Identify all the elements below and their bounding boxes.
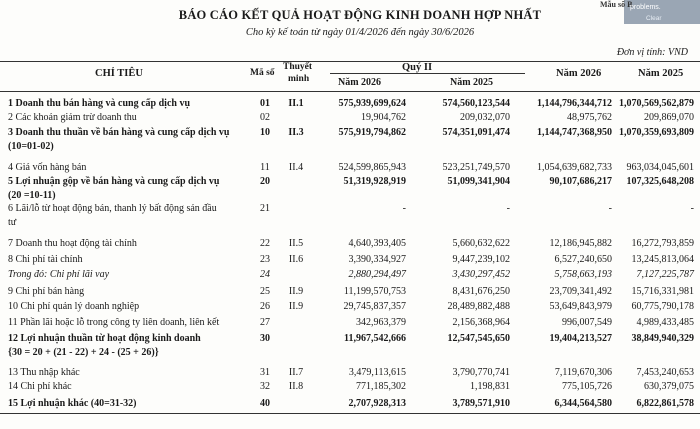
report-title: BÁO CÁO KẾT QUẢ HOẠT ĐỘNG KINH DOANH HỢP NHẤT	[178, 8, 542, 22]
table-row	[0, 317, 700, 331]
quarter-2025-value: 12,547,545,650	[447, 333, 510, 344]
currency-unit: Đơn vị tính: VND	[616, 47, 688, 58]
row-code: 22	[260, 238, 270, 249]
table-row	[0, 176, 700, 201]
row-note: II.3	[288, 127, 304, 138]
ytd-2026-value: 5,758,663,193	[554, 269, 612, 280]
ytd-2025-value: 209,869,070	[644, 112, 694, 123]
quarter-2026-value: 2,707,928,313	[348, 398, 406, 409]
quarter-2026-value: 3,479,113,615	[348, 367, 406, 378]
ytd-2025-value: 13,245,813,064	[631, 254, 694, 265]
row-label: 6 Lãi/lỗ từ hoạt động bán, thanh lý bất động sản đầu	[8, 203, 217, 214]
table-row	[0, 127, 700, 152]
table-row	[0, 98, 700, 112]
row-note: II.7	[288, 367, 304, 378]
ytd-2026-value: -	[608, 203, 612, 214]
row-code: 26	[260, 301, 270, 312]
row-sublabel: {30 = 20 + (21 - 22) + 24 - (25 + 26)}	[8, 347, 159, 358]
ytd-2026-value: 90,107,686,217	[549, 176, 612, 187]
row-note: II.4	[288, 162, 304, 173]
row-note: II.8	[288, 381, 304, 392]
ytd-2026-value: 6,527,240,650	[554, 254, 612, 265]
notification-overlay	[600, 0, 700, 24]
quarter-2025-value: 209,032,070	[460, 112, 510, 123]
row-label: 8 Chi phí tài chính	[8, 254, 83, 265]
ytd-2025-value: 4,989,433,485	[636, 317, 694, 328]
table-bottom-rule	[0, 413, 700, 414]
ytd-2025-value: 6,822,861,578	[636, 398, 694, 409]
row-sublabel: (10=01-02)	[8, 141, 54, 152]
header-minh: minh	[288, 74, 310, 84]
ytd-2026-value: 1,144,796,344,712	[537, 98, 612, 109]
table-row	[0, 367, 700, 381]
row-code: 23	[260, 254, 270, 265]
ytd-2025-value: 38,849,940,329	[631, 333, 694, 344]
quarter-2026-value: 11,967,542,666	[344, 333, 406, 344]
row-label: 1 Doanh thu bán hàng và cung cấp dịch vụ	[8, 98, 191, 109]
quarter-2025-value: 28,489,882,488	[447, 301, 510, 312]
ytd-2026-value: 1,054,639,682,733	[537, 162, 612, 173]
quarter-2025-value: 574,560,123,544	[442, 98, 510, 109]
row-label: 2 Các khoản giảm trừ doanh thu	[8, 112, 137, 123]
ytd-2025-value: 630,379,075	[644, 381, 694, 392]
ytd-2026-value: 1,144,747,368,950	[537, 127, 612, 138]
row-code: 31	[260, 367, 270, 378]
header-quarter: Quý II	[402, 62, 433, 73]
row-note: II.5	[288, 238, 304, 249]
quarter-2026-value: 4,640,393,405	[348, 238, 406, 249]
table-row	[0, 112, 700, 126]
table-row	[0, 203, 700, 228]
header-y2026: Năm 2026	[556, 68, 602, 79]
row-label: 4 Giá vốn hàng bán	[8, 162, 87, 173]
ytd-2025-value: 16,272,793,859	[631, 238, 694, 249]
report-period: Cho kỳ kế toán từ ngày 01/4/2026 đến ngày 30/6/2026	[245, 27, 475, 38]
quarter-2025-value: 3,789,571,910	[452, 398, 510, 409]
quarter-2026-value: 342,963,379	[356, 317, 406, 328]
quarter-2026-value: 51,319,928,919	[343, 176, 406, 187]
ytd-2025-value: 107,325,648,208	[626, 176, 694, 187]
table-row	[0, 254, 700, 268]
quarter-2026-value: -	[402, 203, 406, 214]
row-label: 10 Chi phí quản lý doanh nghiệp	[8, 301, 140, 312]
quarter-2025-value: 51,099,341,904	[447, 176, 510, 187]
row-note: II.1	[288, 98, 304, 109]
row-label: 15 Lợi nhuận khác (40=31-32)	[8, 398, 137, 409]
header-y2025: Năm 2025	[638, 68, 684, 79]
form-number: Mẫu số B	[600, 0, 633, 9]
header-q2026: Năm 2026	[338, 77, 382, 88]
ytd-2025-value: -	[690, 203, 694, 214]
quarter-2026-value: 19,904,762	[361, 112, 406, 123]
quarter-2025-value: 8,431,676,250	[452, 286, 510, 297]
quarter-2025-value: 9,447,239,102	[452, 254, 510, 265]
row-note: II.9	[288, 286, 304, 297]
table-header	[0, 62, 700, 92]
ytd-2025-value: 1,070,569,562,879	[619, 98, 694, 109]
ytd-2026-value: 12,186,945,882	[549, 238, 612, 249]
row-label: 9 Chi phí bán hàng	[8, 286, 85, 297]
ytd-2025-value: 1,070,359,693,809	[619, 127, 694, 138]
header-ma-so: Mã số	[250, 68, 275, 78]
quarter-2025-value: 523,251,749,570	[442, 162, 510, 173]
quarter-2026-value: 771,185,302	[356, 381, 406, 392]
ytd-2026-value: 53,649,843,979	[549, 301, 612, 312]
row-sublabel: tư	[8, 217, 17, 228]
quarter-2026-value: 575,939,699,624	[338, 98, 406, 109]
table-row	[0, 269, 700, 283]
row-code: 30	[260, 333, 270, 344]
row-label: 11 Phần lãi hoặc lỗ trong công ty liên doanh, liên kết	[8, 317, 220, 328]
header-thuyet: Thuyết	[283, 62, 313, 72]
table-row	[0, 286, 700, 300]
row-label: 3 Doanh thu thuần về bán hàng và cung cấp dịch vụ	[8, 127, 230, 138]
ytd-2026-value: 48,975,762	[567, 112, 612, 123]
row-label: 12 Lợi nhuận thuần từ hoạt động kinh doanh	[8, 333, 201, 344]
table-row	[0, 238, 700, 252]
ytd-2025-value: 15,716,331,981	[631, 286, 694, 297]
quarter-2026-value: 11,199,570,753	[343, 286, 406, 297]
row-label: Trong đó: Chi phí lãi vay	[8, 269, 110, 280]
quarter-2026-value: 29,745,837,357	[343, 301, 406, 312]
ytd-2026-value: 19,404,213,527	[549, 333, 612, 344]
row-code: 27	[260, 317, 270, 328]
clear-button[interactable]: Clear	[646, 15, 662, 22]
table-row	[0, 162, 700, 176]
ytd-2026-value: 7,119,670,306	[554, 367, 612, 378]
ytd-2025-value: 7,453,240,653	[636, 367, 694, 378]
header-chi-tieu: CHỈ TIÊU	[95, 68, 143, 79]
row-label: 13 Thu nhập khác	[8, 367, 80, 378]
quarter-2026-value: 2,880,294,497	[348, 269, 406, 280]
problems-text: problems.	[630, 4, 661, 11]
quarter-2025-value: 5,660,632,622	[452, 238, 510, 249]
quarter-2026-value: 3,390,334,927	[348, 254, 406, 265]
ytd-2025-value: 7,127,225,787	[636, 269, 694, 280]
row-label: 14 Chi phí khác	[8, 381, 72, 392]
row-code: 21	[260, 203, 270, 214]
row-label: 7 Doanh thu hoạt động tài chính	[8, 238, 137, 249]
quarter-2025-value: 2,156,368,964	[452, 317, 510, 328]
row-note: II.6	[288, 254, 304, 265]
quarter-2025-value: 1,198,831	[470, 381, 510, 392]
table-row	[0, 398, 700, 412]
row-label: 5 Lợi nhuận gộp về bán hàng và cung cấp dịch vụ	[8, 176, 220, 187]
quarter-2025-value: 3,790,770,741	[452, 367, 510, 378]
quarter-2025-value: -	[506, 203, 510, 214]
quarter-2025-value: 574,351,091,474	[442, 127, 510, 138]
ytd-2026-value: 996,007,549	[562, 317, 612, 328]
ytd-2026-value: 23,709,341,492	[549, 286, 612, 297]
ytd-2025-value: 963,034,045,601	[626, 162, 694, 173]
table-row	[0, 381, 700, 395]
row-code: 25	[260, 286, 270, 297]
table-row	[0, 333, 700, 358]
header-q2025: Năm 2025	[450, 77, 494, 88]
row-code: 11	[260, 162, 270, 173]
row-sublabel: (20 =10-11)	[8, 190, 56, 201]
row-code: 20	[260, 176, 270, 187]
row-code: 40	[260, 398, 270, 409]
row-code: 01	[260, 98, 270, 109]
row-code: 32	[260, 381, 270, 392]
quarter-2026-value: 575,919,794,862	[338, 127, 406, 138]
quarter-2025-value: 3,430,297,452	[452, 269, 510, 280]
ytd-2026-value: 775,105,726	[562, 381, 612, 392]
row-code: 02	[260, 112, 270, 123]
table-row	[0, 301, 700, 315]
row-code: 10	[260, 127, 270, 138]
row-note: II.9	[288, 301, 304, 312]
row-code: 24	[260, 269, 270, 280]
ytd-2026-value: 6,344,564,580	[554, 398, 612, 409]
quarter-2026-value: 524,599,865,943	[338, 162, 406, 173]
ytd-2025-value: 60,775,790,178	[631, 301, 694, 312]
